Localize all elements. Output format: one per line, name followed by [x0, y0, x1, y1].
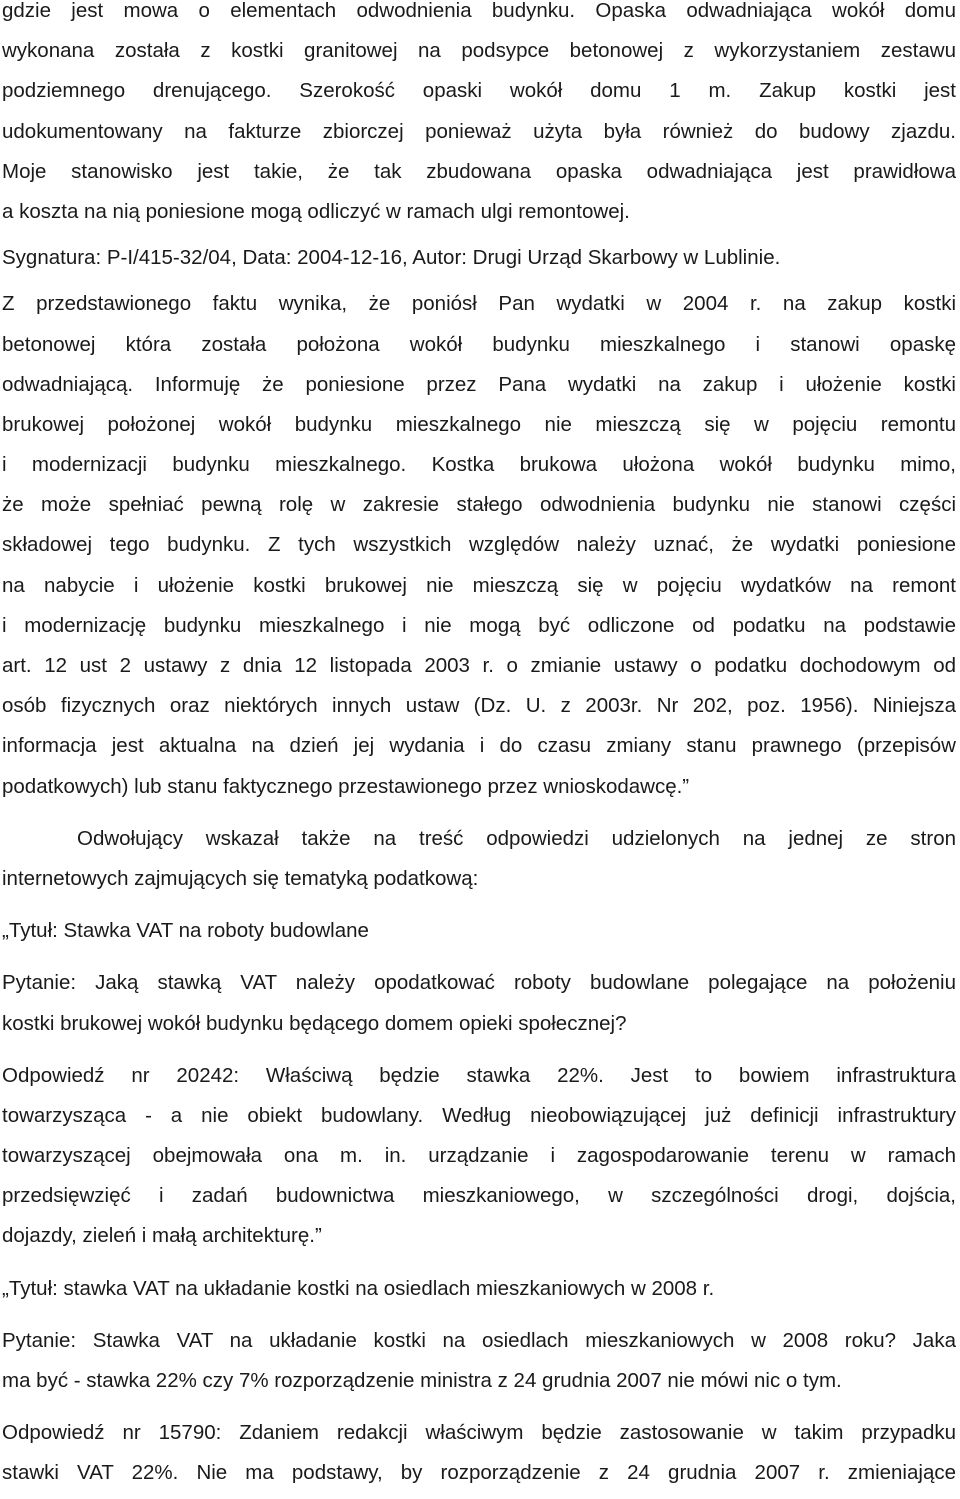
quote-title-1	[2, 911, 956, 951]
quote-question-1	[2, 963, 956, 1043]
text-line: gdzie jest mowa o elementach odwodnienia budynku. Opaska odwadniająca wokół domu	[2, 0, 956, 22]
quote-question-2	[2, 1321, 956, 1401]
signature-line: Sygnatura: P-I/415-32/04, Data: 2004-12-16, Autor: Drugi Urząd Skarbowy w Lublinie.	[2, 246, 781, 270]
text-line: a koszta na nią poniesione mogą odliczyć w ramach ulgi remontowej.	[2, 199, 630, 223]
text-line: Pytanie: Jaką stawką VAT należy opodatkować roboty budowlane polegające na położeniu	[2, 971, 956, 995]
quote-title-2	[2, 1269, 956, 1309]
text-line: składowej tego budynku. Z tych wszystkich względów należy uznać, że wydatki poniesione	[2, 533, 956, 557]
paragraph-ruling	[2, 284, 956, 806]
text-line: towarzysząca - a nie obiekt budowlany. Według nieobowiązującej już definicji infrastruktury	[2, 1103, 956, 1127]
paragraph-intro	[2, 0, 956, 232]
quote-answer-2	[2, 1413, 956, 1493]
text-line: „Tytuł: stawka VAT na układanie kostki na osiedlach mieszkaniowych w 2008 r.	[2, 1276, 715, 1300]
text-line: podatkowych) lub stanu faktycznego przestawionego przez wnioskodawcę.”	[2, 774, 690, 798]
text-line: udokumentowany na fakturze zbiorczej ponieważ użyta była również do budowy zjazdu.	[2, 119, 956, 143]
signature-block	[2, 238, 956, 278]
text-line: i modernizację budynku mieszkalnego i nie mogą być odliczone od podatku na podstawie	[2, 613, 956, 637]
text-line: Odpowiedź nr 20242: Właściwą będzie stawka 22%. Jest to bowiem infrastruktura	[2, 1063, 956, 1087]
text-line: Pytanie: Stawka VAT na układanie kostki na osiedlach mieszkaniowych w 2008 roku? Jaka	[2, 1328, 956, 1352]
text-line: brukowej położonej wokół budynku mieszkalnego nie mieszczą się w pojęciu remontu	[2, 412, 956, 436]
text-line: informacja jest aktualna na dzień jej wydania i do czasu zmiany stanu prawnego (przepisów	[2, 734, 956, 758]
text-line: że może spełniać pewną rolę w zakresie stałego odwodnienia budynku nie stanowi części	[2, 493, 956, 517]
text-line: przedsięwzięć i zadań budownictwa mieszkaniowego, w szczególności drogi, dojścia,	[2, 1184, 956, 1208]
text-line: Z przedstawionego faktu wynika, że poniósł Pan wydatki w 2004 r. na zakup kostki	[2, 292, 956, 316]
text-line: art. 12 ust 2 ustawy z dnia 12 listopada 2003 r. o zmianie ustawy o podatku dochodowym od	[2, 654, 956, 677]
paragraph-appeal	[2, 819, 956, 899]
text-line: „Tytuł: Stawka VAT na roboty budowlane	[2, 919, 369, 943]
text-line: osób fizycznych oraz niektórych innych ustaw (Dz. U. z 2003r. Nr 202, poz. 1956). Niniejsza	[2, 694, 956, 718]
text-line: Moje stanowisko jest takie, że tak zbudowana opaska odwadniająca jest prawidłowa	[2, 159, 956, 183]
text-line: towarzyszącej obejmowała ona m. in. urządzanie i zagospodarowanie terenu w ramach	[2, 1144, 956, 1168]
text-line: na nabycie i ułożenie kostki brukowej nie mieszczą się w pojęciu wydatków na remont	[2, 573, 956, 597]
document-page	[2, 0, 956, 1494]
text-line: betonowej która została położona wokół budynku mieszkalnego i stanowi opaskę	[2, 332, 956, 356]
text-line: i modernizacji budynku mieszkalnego. Kostka brukowa ułożona wokół budynku mimo,	[2, 453, 956, 477]
text-line: dojazdy, zieleń i małą architekturę.”	[2, 1224, 322, 1248]
text-line: odwadniającą. Informuję że poniesione przez Pana wydatki na zakup i ułożenie kostki	[2, 372, 956, 396]
text-line: wykonana została z kostki granitowej na podsypce betonowej z wykorzystaniem zestawu	[2, 39, 956, 63]
text-line: kostki brukowej wokół budynku będącego domem opieki społecznej?	[2, 1011, 627, 1035]
text-line: Odpowiedź nr 15790: Zdaniem redakcji właściwym będzie zastosowanie w takim przypadku	[2, 1421, 956, 1445]
text-line: ma być - stawka 22% czy 7% rozporządzenie ministra z 24 grudnia 2007 nie mówi nic o tym.	[2, 1369, 842, 1392]
text-line: Odwołujący wskazał także na treść odpowiedzi udzielonych na jednej ze stron	[77, 826, 956, 850]
text-line: internetowych zajmujących się tematyką podatkową:	[2, 866, 479, 890]
text-line: podziemnego drenującego. Szerokość opaski wokół domu 1 m. Zakup kostki jest	[2, 79, 956, 103]
quote-answer-1	[2, 1056, 956, 1257]
text-line: stawki VAT 22%. Nie ma podstawy, by rozporządzenie z 24 grudnia 2007 r. zmieniające	[2, 1461, 956, 1485]
